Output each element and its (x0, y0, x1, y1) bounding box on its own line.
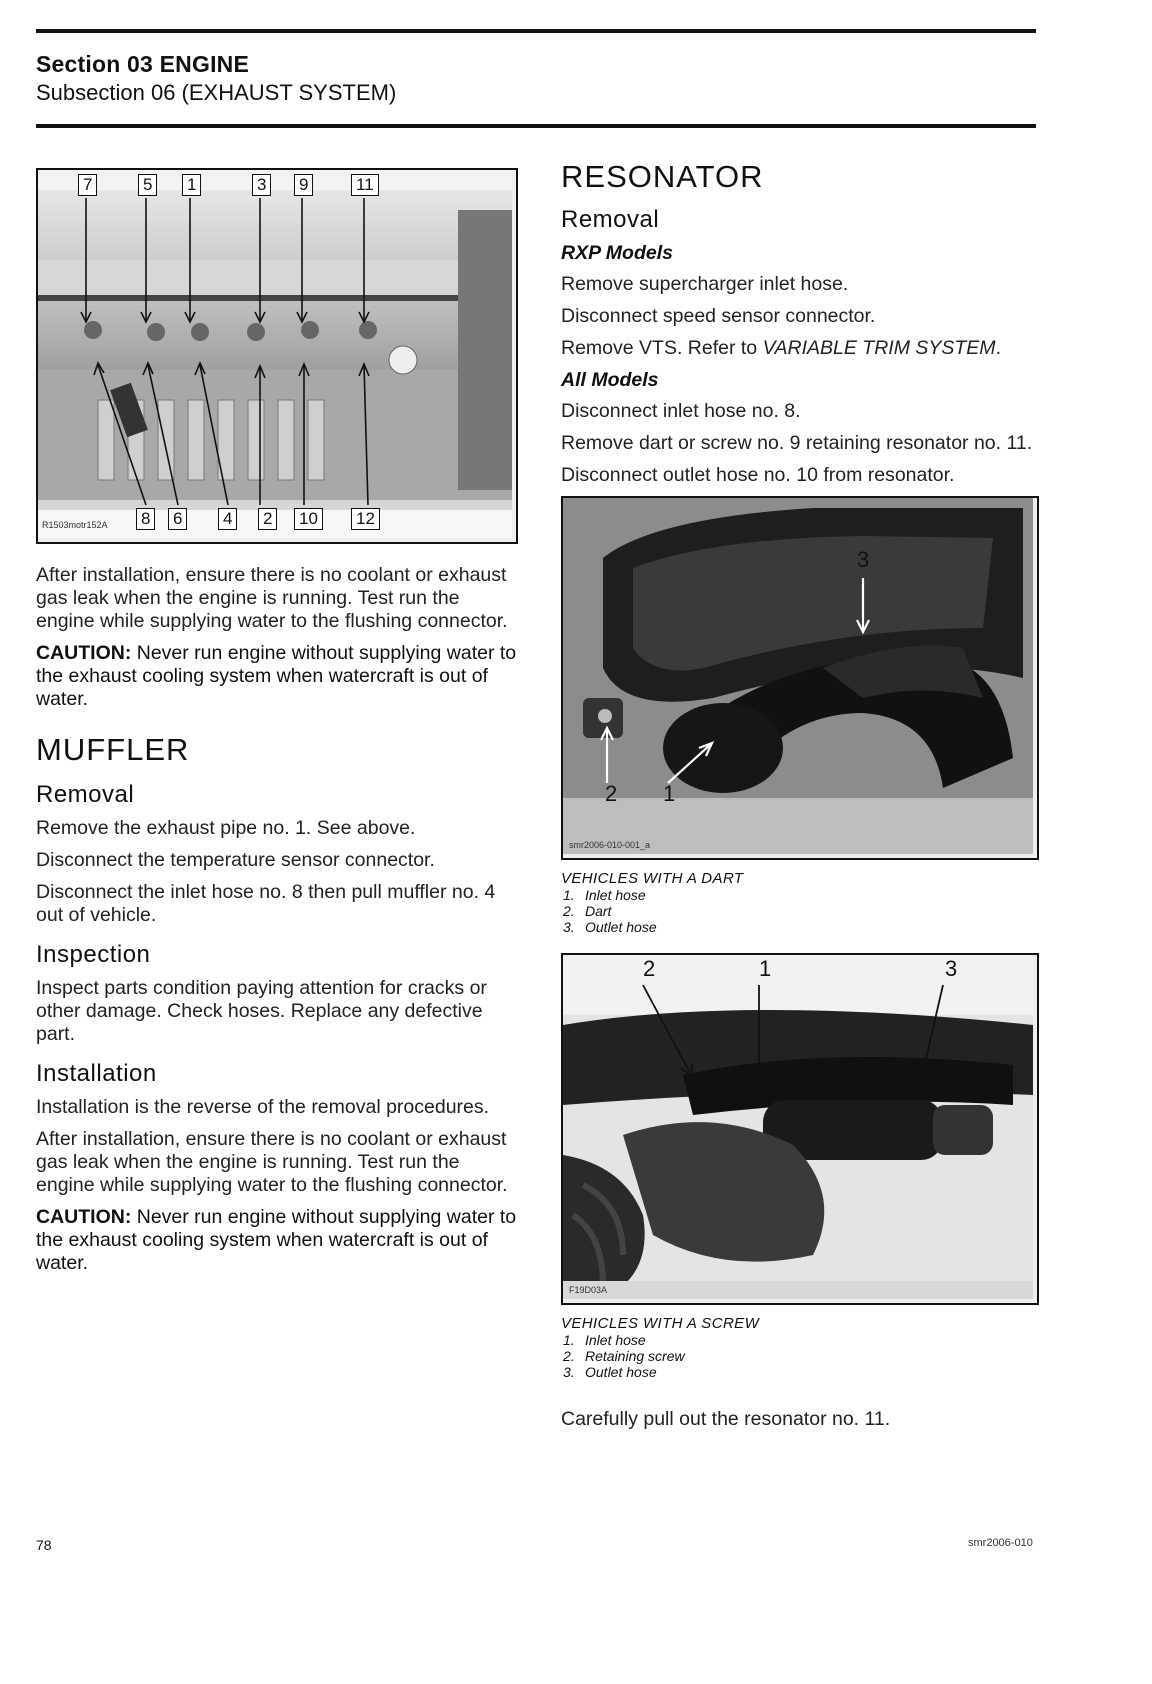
figure-caption-title: VEHICLES WITH A SCREW (561, 1315, 760, 1332)
document-code: smr2006-010 (968, 1537, 1033, 1549)
caution-note (36, 642, 518, 711)
installation-heading: Installation (36, 1060, 157, 1087)
callout-11: 11 (351, 174, 379, 196)
caption-item (563, 903, 1037, 919)
resonator-dart-illustration (563, 498, 1033, 854)
callout-4: 4 (218, 508, 237, 530)
callout-5: 5 (138, 174, 157, 196)
rxp-step (561, 337, 1037, 360)
rxp-models-heading: RXP Models (561, 242, 673, 264)
caution-label: CAUTION: (36, 1206, 132, 1228)
caption-number: 3. (563, 919, 575, 935)
figure-code: F19D03A (569, 1285, 608, 1295)
caption-number: 1. (563, 887, 575, 903)
callout-10: 10 (294, 508, 323, 530)
caption-item (563, 1348, 1037, 1364)
callout-8: 8 (136, 508, 155, 530)
caution-text: Never run engine without supplying water to the exhaust cooling system when watercraft is out of water. (36, 1206, 517, 1274)
caption-text: Dart (585, 903, 612, 919)
top-rule (36, 29, 1036, 33)
engine-exhaust-figure (36, 168, 518, 544)
caption-text: Retaining screw (585, 1348, 685, 1364)
all-models-step: Remove dart or screw no. 9 retaining resonator no. 11. (561, 432, 1033, 454)
caption-number: 2. (563, 903, 575, 919)
installation-text: Installation is the reverse of the removal procedures. (36, 1096, 490, 1118)
resonator-screw-illustration (563, 955, 1033, 1299)
resonator-dart-figure (561, 496, 1039, 860)
after-installation-text: After installation, ensure there is no coolant or exhaust gas leak when the engine is running. Test run the engine while supplying water to the flushing connector. (36, 1128, 508, 1196)
resonator-screw-figure (561, 953, 1039, 1305)
callout-inlet-hose: 1 (759, 956, 772, 981)
page-number: 78 (36, 1537, 52, 1553)
caption-text: Inlet hose (585, 1332, 646, 1348)
callout-12: 12 (351, 508, 380, 530)
rxp-step: Remove supercharger inlet hose. (561, 273, 849, 295)
caution-label: CAUTION: (36, 642, 132, 664)
all-models-step: Disconnect outlet hose no. 10 from resonator. (561, 464, 955, 486)
caption-item (563, 1332, 1037, 1348)
caution-note (36, 1206, 518, 1275)
muffler-removal-heading: Removal (36, 781, 135, 808)
caption-item (563, 1364, 1037, 1380)
header-rule (36, 124, 1036, 128)
figure-code: smr2006-010-001_a (569, 840, 651, 850)
callout-6: 6 (168, 508, 187, 530)
callout-inlet-hose: 1 (663, 781, 676, 806)
muffler-removal-step: Remove the exhaust pipe no. 1. See above. (36, 817, 416, 839)
callout-outlet-hose: 3 (857, 547, 870, 572)
rxp-step: Disconnect speed sensor connector. (561, 305, 876, 327)
caption-item (563, 919, 1037, 935)
callout-2: 2 (258, 508, 277, 530)
vts-reference: VARIABLE TRIM SYSTEM (762, 337, 996, 359)
caution-text: Never run engine without supplying water to the exhaust cooling system when watercraft is out of water. (36, 642, 517, 710)
figure-caption-title: VEHICLES WITH A DART (561, 870, 744, 887)
callout-9: 9 (294, 174, 313, 196)
engine-illustration (38, 170, 512, 538)
resonator-removal-heading: Removal (561, 206, 660, 233)
inspection-heading: Inspection (36, 941, 151, 968)
callout-retaining-screw: 2 (643, 956, 656, 981)
right-column (561, 160, 1037, 1440)
section-title: Section 03 ENGINE (36, 51, 250, 77)
muffler-removal-step: Disconnect the inlet hose no. 8 then pull muffler no. 4 out of vehicle. (36, 881, 496, 926)
muffler-heading: MUFFLER (36, 732, 190, 767)
callout-1: 1 (182, 174, 201, 196)
caption-item (563, 887, 1037, 903)
rxp-step-text: Remove VTS. Refer to (561, 337, 763, 359)
caption-number: 3. (563, 1364, 575, 1380)
caption-number: 1. (563, 1332, 575, 1348)
callout-7: 7 (78, 174, 97, 196)
after-installation-text: After installation, ensure there is no coolant or exhaust gas leak when the engine is running. Test run the engine while supplying water to the flushing connector. (36, 564, 508, 632)
inspection-text: Inspect parts condition paying attention for cracks or other damage. Check hoses. Replace any defective part. (36, 977, 487, 1045)
all-models-heading: All Models (561, 369, 659, 391)
muffler-removal-step: Disconnect the temperature sensor connector. (36, 849, 435, 871)
rxp-step-end: . (995, 337, 1001, 359)
subsection-title: Subsection 06 (EXHAUST SYSTEM) (36, 80, 397, 105)
resonator-heading: RESONATOR (561, 159, 764, 194)
final-step: Carefully pull out the resonator no. 11. (561, 1408, 891, 1430)
left-column (36, 168, 518, 1285)
caption-text: Outlet hose (585, 1364, 657, 1380)
caption-text: Outlet hose (585, 919, 657, 935)
callout-3: 3 (252, 174, 271, 196)
all-models-step: Disconnect inlet hose no. 8. (561, 400, 801, 422)
figure-code: R1503motr152A (42, 520, 108, 530)
callout-dart: 2 (605, 781, 618, 806)
callout-outlet-hose: 3 (945, 956, 958, 981)
caption-text: Inlet hose (585, 887, 646, 903)
caption-number: 2. (563, 1348, 575, 1364)
